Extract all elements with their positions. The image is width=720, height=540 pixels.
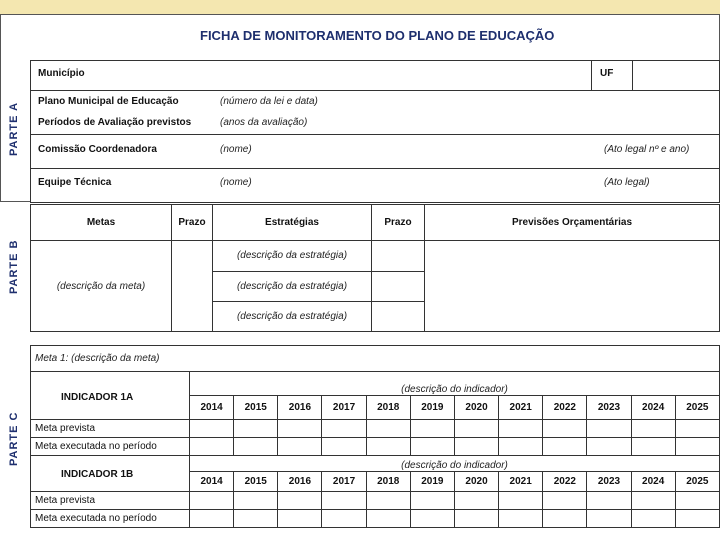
equipe-ato: (Ato legal) bbox=[604, 177, 650, 188]
year-header: 2023 bbox=[587, 472, 631, 492]
value-cell[interactable] bbox=[675, 510, 719, 528]
form-title: FICHA DE MONITORAMENTO DO PLANO DE EDUCAÇÃO bbox=[200, 28, 555, 43]
indicador-1a-desc[interactable]: (descrição do indicador) bbox=[190, 372, 720, 396]
row-label-meta-executada: Meta executada no período bbox=[31, 438, 190, 456]
value-cell[interactable] bbox=[366, 510, 410, 528]
value-cell[interactable] bbox=[454, 420, 498, 438]
value-cell[interactable] bbox=[366, 438, 410, 456]
indicador-1a-name-cell bbox=[31, 372, 190, 420]
prazo-meta-cell[interactable] bbox=[172, 241, 213, 332]
year-header: 2018 bbox=[366, 396, 410, 420]
year-header: 2025 bbox=[675, 472, 719, 492]
value-cell[interactable] bbox=[190, 420, 234, 438]
value-cell[interactable] bbox=[543, 510, 587, 528]
estrategia-cell-1[interactable]: (descrição da estratégia) bbox=[213, 241, 372, 271]
value-cell[interactable] bbox=[410, 492, 454, 510]
year-header: 2022 bbox=[543, 472, 587, 492]
value-cell[interactable] bbox=[454, 510, 498, 528]
value-cell[interactable] bbox=[631, 492, 675, 510]
year-header: 2017 bbox=[322, 472, 366, 492]
meta-1-line[interactable]: Meta 1: (descrição da meta) bbox=[31, 346, 720, 372]
value-cell[interactable] bbox=[454, 492, 498, 510]
value-cell[interactable] bbox=[631, 420, 675, 438]
year-header: 2024 bbox=[631, 396, 675, 420]
value-cell[interactable] bbox=[543, 438, 587, 456]
value-cell[interactable] bbox=[631, 438, 675, 456]
year-header: 2021 bbox=[499, 396, 543, 420]
value-cell[interactable] bbox=[410, 510, 454, 528]
value-cell[interactable] bbox=[587, 438, 631, 456]
year-header: 2014 bbox=[190, 396, 234, 420]
year-header: 2021 bbox=[499, 472, 543, 492]
header-prazo-1: Prazo bbox=[172, 205, 213, 241]
value-cell[interactable] bbox=[322, 438, 366, 456]
value-cell[interactable] bbox=[234, 510, 278, 528]
value-cell[interactable] bbox=[190, 510, 234, 528]
row-label-meta-executada: Meta executada no período bbox=[31, 510, 190, 528]
year-header: 2019 bbox=[410, 472, 454, 492]
indicador-1a-name: INDICADOR 1A bbox=[61, 392, 134, 403]
value-cell[interactable] bbox=[587, 510, 631, 528]
estrategia-cell-2[interactable]: (descrição da estratégia) bbox=[213, 271, 372, 301]
year-header: 2019 bbox=[410, 396, 454, 420]
row-label-meta-prevista: Meta prevista bbox=[31, 420, 190, 438]
header-previsoes: Previsões Orçamentárias bbox=[425, 205, 720, 241]
value-cell[interactable] bbox=[366, 420, 410, 438]
value-cell[interactable] bbox=[675, 438, 719, 456]
value-cell[interactable] bbox=[234, 420, 278, 438]
part-c-table bbox=[30, 345, 720, 528]
year-header: 2020 bbox=[454, 396, 498, 420]
value-cell[interactable] bbox=[190, 492, 234, 510]
value-cell[interactable] bbox=[454, 438, 498, 456]
year-header: 2016 bbox=[278, 396, 322, 420]
part-a-label: PARTE A bbox=[8, 101, 20, 156]
value-cell[interactable] bbox=[543, 420, 587, 438]
header-estrategias: Estratégias bbox=[213, 205, 372, 241]
part-c-label: PARTE C bbox=[8, 411, 20, 466]
value-cell[interactable] bbox=[499, 420, 543, 438]
indicador-1b-desc[interactable]: (descrição do indicador) bbox=[190, 456, 720, 472]
comissao-hint: (nome) bbox=[220, 144, 252, 155]
year-header: 2024 bbox=[631, 472, 675, 492]
uf-label: UF bbox=[600, 68, 614, 79]
value-cell[interactable] bbox=[322, 420, 366, 438]
value-cell[interactable] bbox=[278, 492, 322, 510]
uf-cell[interactable] bbox=[633, 61, 720, 91]
value-cell[interactable] bbox=[278, 420, 322, 438]
value-cell[interactable] bbox=[587, 420, 631, 438]
municipio-cell[interactable] bbox=[31, 61, 592, 91]
value-cell[interactable] bbox=[543, 492, 587, 510]
value-cell[interactable] bbox=[322, 492, 366, 510]
indicador-1b-name: INDICADOR 1B bbox=[61, 469, 134, 480]
year-header: 2015 bbox=[234, 472, 278, 492]
municipio-label: Município bbox=[38, 68, 85, 79]
year-header: 2014 bbox=[190, 472, 234, 492]
year-header: 2017 bbox=[322, 396, 366, 420]
estrategia-cell-3[interactable]: (descrição da estratégia) bbox=[213, 301, 372, 331]
year-header: 2022 bbox=[543, 396, 587, 420]
part-b-label: PARTE B bbox=[8, 239, 20, 294]
value-cell[interactable] bbox=[410, 420, 454, 438]
year-header: 2015 bbox=[234, 396, 278, 420]
value-cell[interactable] bbox=[675, 420, 719, 438]
header-prazo-2: Prazo bbox=[372, 205, 425, 241]
periodos-label: Períodos de Avaliação previstos bbox=[38, 117, 192, 128]
indicador-1b-name-cell bbox=[31, 456, 190, 492]
plano-label: Plano Municipal de Educação bbox=[38, 96, 179, 107]
comissao-ato: (Ato legal nº e ano) bbox=[604, 144, 690, 155]
value-cell[interactable] bbox=[366, 492, 410, 510]
previsoes-cell[interactable] bbox=[425, 241, 720, 332]
periodos-hint: (anos da avaliação) bbox=[220, 117, 308, 128]
year-header: 2016 bbox=[278, 472, 322, 492]
plano-hint: (número da lei e data) bbox=[220, 96, 318, 107]
comissao-label: Comissão Coordenadora bbox=[38, 144, 157, 155]
equipe-label: Equipe Técnica bbox=[38, 177, 112, 188]
year-header: 2023 bbox=[587, 396, 631, 420]
prazo-estrategia-3[interactable] bbox=[372, 301, 425, 331]
header-metas: Metas bbox=[31, 205, 172, 241]
value-cell[interactable] bbox=[675, 492, 719, 510]
value-cell[interactable] bbox=[234, 438, 278, 456]
value-cell[interactable] bbox=[278, 438, 322, 456]
value-cell[interactable] bbox=[499, 510, 543, 528]
value-cell[interactable] bbox=[631, 510, 675, 528]
value-cell[interactable] bbox=[499, 492, 543, 510]
part-b-table bbox=[30, 204, 720, 332]
year-header: 2025 bbox=[675, 396, 719, 420]
equipe-hint: (nome) bbox=[220, 177, 252, 188]
value-cell[interactable] bbox=[234, 492, 278, 510]
value-cell[interactable] bbox=[499, 438, 543, 456]
year-header: 2020 bbox=[454, 472, 498, 492]
value-cell[interactable] bbox=[278, 510, 322, 528]
prazo-estrategia-1[interactable] bbox=[372, 241, 425, 271]
value-cell[interactable] bbox=[410, 438, 454, 456]
value-cell[interactable] bbox=[587, 492, 631, 510]
row-label-meta-prevista: Meta prevista bbox=[31, 492, 190, 510]
meta-description-cell[interactable]: (descrição da meta) bbox=[31, 241, 172, 332]
year-header: 2018 bbox=[366, 472, 410, 492]
prazo-estrategia-2[interactable] bbox=[372, 271, 425, 301]
value-cell[interactable] bbox=[322, 510, 366, 528]
value-cell[interactable] bbox=[190, 438, 234, 456]
